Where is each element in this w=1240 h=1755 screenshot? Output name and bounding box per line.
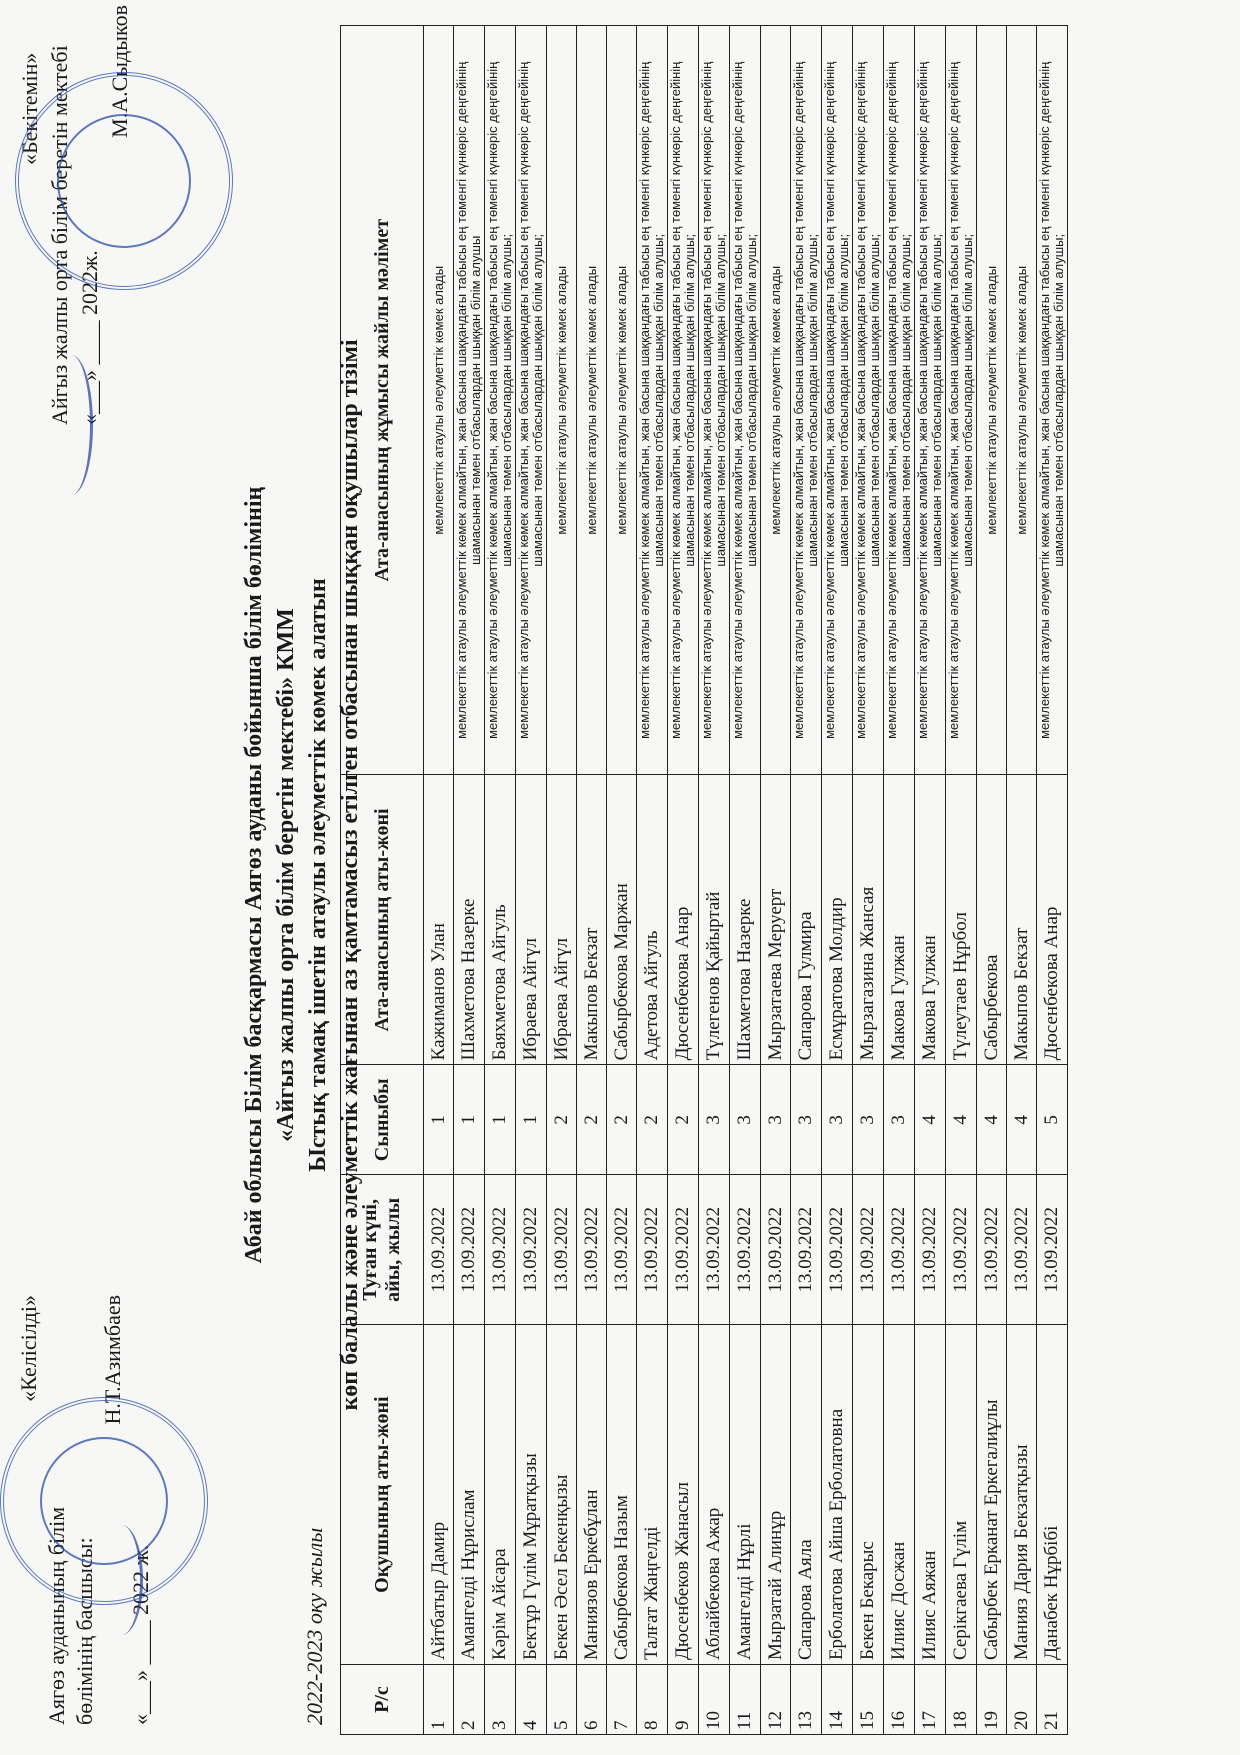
row-info: мемлекеттік атаулы әлеуметтік көмек алмайтын, жан басына шаққандағы табысы ең төменгі күнкөріс деңгейінің шамасынан төмен отбасылардан шыққан білім алушы; [516,26,547,776]
school-year: 2022-2023 оқу жылы [302,1527,327,1725]
row-info: мемлекеттік атаулы әлеуметтік көмек алмайтын, жан басына шаққандағы табысы ең төменгі күнкөріс деңгейінің шамасынан төмен отбасылардан шыққан білім алушы [454,26,485,776]
row-info: мемлекеттік атаулы әлеуметтік көмек алмайтын, жан басына шаққандағы табысы ең төменгі күнкөріс деңгейінің шамасынан төмен отбасылардан шыққан білім алушы; [791,26,822,776]
row-no: 7 [607,1665,637,1735]
row-parent: Макова Гулжан [915,775,946,1065]
row-no: 21 [1037,1665,1068,1735]
title-line3: Ыстық тамақ ішетін атаулы әлеуметтік көмек алатын [305,578,331,1172]
row-birth-date: 13.09.2022 [791,1175,822,1325]
header-parent: Ата-анасының аты-жөні [341,775,424,1065]
table-row [577,26,607,1735]
row-info: мемлекеттік атаулы әлеуметтік көмек алады [424,26,454,776]
row-student: Маниязов Еркебұлан [577,1325,607,1665]
row-birth-date: 13.09.2022 [454,1175,485,1325]
table-row [485,26,516,1735]
row-parent: Дюсенбекова Анар [1037,775,1068,1065]
row-birth-date: 13.09.2022 [730,1175,761,1325]
row-birth-date: 13.09.2022 [699,1175,730,1325]
table-row [424,26,454,1735]
head-name: Н.Т.Азимбаев [100,1295,125,1425]
row-info: мемлекеттік атаулы әлеуметтік көмек алмайтын, жан басына шаққандағы табысы ең төменгі күнкөріс деңгейінің шамасынан төмен отбасылардан шыққан білім алушы; [1037,26,1068,776]
row-birth-date: 13.09.2022 [1037,1175,1068,1325]
row-parent: Адетова Айгуль [637,775,668,1065]
row-birth-date: 13.09.2022 [977,1175,1007,1325]
row-parent: Макыпов Бекзат [577,775,607,1065]
row-no: 4 [516,1665,547,1735]
row-student: Бекен Әсел Бекенқызы [547,1325,577,1665]
row-info: мемлекеттік атаулы әлеуметтік көмек алады [547,26,577,776]
row-grade: 4 [915,1065,946,1175]
row-parent: Кажиманов Улан [424,775,454,1065]
row-grade: 5 [1037,1065,1068,1175]
agreed-date: «___» ____ 2022 ж. [128,1544,153,1725]
row-no: 18 [946,1665,977,1735]
row-info: мемлекеттік атаулы әлеуметтік көмек алмайтын, жан басына шаққандағы табысы ең төменгі күнкөріс деңгейінің шамасынан төмен отбасылардан шыққан білім алушы; [853,26,884,776]
row-info: мемлекеттік атаулы әлеуметтік көмек алмайтын, жан басына шаққандағы табысы ең төменгі күнкөріс деңгейінің шамасынан төмен отбасылардан шыққан білім алушы; [699,26,730,776]
row-info: мемлекеттік атаулы әлеуметтік көмек алады [1007,26,1037,776]
row-student: Серікгаева Гүлім [946,1325,977,1665]
row-grade: 1 [454,1065,485,1175]
title-line1: Абай облысы Білім басқармасы Аягөз ауданы бойынша білім бөлімінің [241,486,267,1264]
row-grade: 3 [761,1065,791,1175]
row-student: Талғат Жаңгелді [637,1325,668,1665]
header-student: Оқушының аты-жөні [341,1325,424,1665]
table-row [730,26,761,1735]
row-info: мемлекеттік атаулы әлеуметтік көмек алмайтын, жан басына шаққандағы табысы ең төменгі күнкөріс деңгейінің шамасынан төмен отбасылардан шыққан білім алушы; [485,26,516,776]
table-row [547,26,577,1735]
row-birth-date: 13.09.2022 [822,1175,853,1325]
table-row [884,26,915,1735]
row-no: 14 [822,1665,853,1735]
row-grade: 4 [977,1065,1007,1175]
row-grade: 3 [884,1065,915,1175]
table-row [761,26,791,1735]
row-info: мемлекеттік атаулы әлеуметтік көмек алмайтын, жан басына шаққандағы табысы ең төменгі күнкөріс деңгейінің шамасынан төмен отбасылардан шыққан білім алушы; [946,26,977,776]
row-grade: 2 [577,1065,607,1175]
row-parent: Мырзагазина Жансая [853,775,884,1065]
row-parent: Сабырбекова [977,775,1007,1065]
row-parent: Шахметова Назерке [730,775,761,1065]
row-birth-date: 13.09.2022 [915,1175,946,1325]
row-birth-date: 13.09.2022 [637,1175,668,1325]
students-table [340,25,1068,1735]
row-parent: Макыпов Бекзат [1007,775,1037,1065]
principal-date: «___» ____ 2022ж. [77,250,102,425]
table-row [699,26,730,1735]
table-row [946,26,977,1735]
row-no: 5 [547,1665,577,1735]
row-student: Данабек Нұрбібі [1037,1325,1068,1665]
row-student: Сапарова Аяла [791,1325,822,1665]
row-student: Кәрім Айсара [485,1325,516,1665]
row-no: 12 [761,1665,791,1735]
row-no: 16 [884,1665,915,1735]
row-student: Бекен Бекарыс [853,1325,884,1665]
row-grade: 2 [637,1065,668,1175]
row-birth-date: 13.09.2022 [668,1175,699,1325]
row-student: Айтбатыр Дамир [424,1325,454,1665]
row-info: мемлекеттік атаулы әлеуметтік көмек алады [577,26,607,776]
table-body [424,26,1068,1735]
row-grade: 4 [1007,1065,1037,1175]
row-birth-date: 13.09.2022 [516,1175,547,1325]
row-parent: Мырзатаева Меруерт [761,775,791,1065]
approved-label: «Бекітемін» [17,52,42,165]
table-header-row [341,26,424,1735]
row-no: 11 [730,1665,761,1735]
left-seal [15,72,233,290]
row-no: 15 [853,1665,884,1735]
row-no: 9 [668,1665,699,1735]
head-signature [100,1525,143,1635]
row-no: 6 [577,1665,607,1735]
row-grade: 3 [730,1065,761,1175]
row-student: Сабырбекова Назым [607,1325,637,1665]
row-no: 10 [699,1665,730,1735]
row-grade: 1 [516,1065,547,1175]
row-info: мемлекеттік атаулы әлеуметтік көмек алмайтын, жан басына шаққандағы табысы ең төменгі күнкөріс деңгейінің шамасынан төмен отбасылардан шыққан білім алушы; [637,26,668,776]
row-birth-date: 13.09.2022 [485,1175,516,1325]
left-seal-inner [57,114,191,248]
row-no: 1 [424,1665,454,1735]
row-parent: Сапарова Гулмира [791,775,822,1065]
agreed-line1: Аягөз ауданының білім [44,1506,69,1725]
header-info: Ата-анасының жұмысы жайлы мәлімет [341,26,424,776]
row-birth-date: 13.09.2022 [946,1175,977,1325]
row-birth-date: 13.09.2022 [607,1175,637,1325]
header-birth: Туған күні, айы, жылы [341,1175,424,1325]
row-grade: 1 [485,1065,516,1175]
row-no: 20 [1007,1665,1037,1735]
header-grade: Сыныбы [341,1065,424,1175]
row-info: мемлекеттік атаулы әлеуметтік көмек алады [977,26,1007,776]
table-row [977,26,1007,1735]
row-parent: Макова Гулжан [884,775,915,1065]
row-birth-date: 13.09.2022 [761,1175,791,1325]
table-row [668,26,699,1735]
row-info: мемлекеттік атаулы әлеуметтік көмек алады [761,26,791,776]
table-row [853,26,884,1735]
row-grade: 4 [946,1065,977,1175]
row-student: Ерболатова Айша Ерболатовна [822,1325,853,1665]
row-student: Манияз Дария Бекзатқызы [1007,1325,1037,1665]
table-row [454,26,485,1735]
table-row [822,26,853,1735]
row-birth-date: 13.09.2022 [577,1175,607,1325]
row-student: Бектұр Гүлім Мұратқызы [516,1325,547,1665]
row-birth-date: 13.09.2022 [547,1175,577,1325]
row-student: Аблайбекова Ажар [699,1325,730,1665]
row-student: Дюсенбеков Жанасыл [668,1325,699,1665]
title-line2: «Айгыз жалпы орта білім беретін мектебі» КММ [273,608,299,1142]
row-student: Амангелді Нұрлі [730,1325,761,1665]
table-row [607,26,637,1735]
title-line4: көп балалы және әлеуметтік жағынан аз қамтамасыз етілген отбасынан шыққан оқушылар тізімі [337,339,363,1411]
row-birth-date: 13.09.2022 [884,1175,915,1325]
row-grade: 1 [424,1065,454,1175]
row-parent: Сабырбекова Маржан [607,775,637,1065]
row-grade: 2 [607,1065,637,1175]
row-no: 8 [637,1665,668,1735]
row-info: мемлекеттік атаулы әлеуметтік көмек алмайтын, жан басына шаққандағы табысы ең төменгі күнкөріс деңгейінің шамасынан төмен отбасылардан шыққан білім алушы; [668,26,699,776]
principal-line: Айгыз жалпы орта білім беретін мектебі [47,45,72,425]
row-info: мемлекеттік атаулы әлеуметтік көмек алмайтын, жан басына шаққандағы табысы ең төменгі күнкөріс деңгейінің шамасынан төмен отбасылардан шыққан білім алушы; [884,26,915,776]
row-parent: Түлегенов Қайыртай [699,775,730,1065]
row-birth-date: 13.09.2022 [1007,1175,1037,1325]
principal-signature [50,355,93,495]
row-no: 13 [791,1665,822,1735]
row-student: Сабырбек Ерканат Еркегалиұлы [977,1325,1007,1665]
row-grade: 3 [853,1065,884,1175]
row-grade: 2 [547,1065,577,1175]
row-no: 3 [485,1665,516,1735]
row-parent: Ибраева Айгүл [547,775,577,1065]
row-info: мемлекеттік атаулы әлеуметтік көмек алмайтын, жан басына шаққандағы табысы ең төменгі күнкөріс деңгейінің шамасынан төмен отбасылардан шыққан білім алушы; [730,26,761,776]
agreed-line2: бөлімінің басшысы: [72,1537,97,1725]
row-info: мемлекеттік атаулы әлеуметтік көмек алады [607,26,637,776]
row-student: Мырзатай Алинұр [761,1325,791,1665]
row-parent: Баяхметова Айгуль [485,775,516,1065]
row-grade: 2 [668,1065,699,1175]
row-parent: Дюсенбекова Анар [668,775,699,1065]
row-no: 2 [454,1665,485,1735]
row-student: Илияс Аяжан [915,1325,946,1665]
row-no: 17 [915,1665,946,1735]
row-birth-date: 13.09.2022 [424,1175,454,1325]
row-info: мемлекеттік атаулы әлеуметтік көмек алмайтын, жан басына шаққандағы табысы ең төменгі күнкөріс деңгейінің шамасынан төмен отбасылардан шыққан білім алушы; [822,26,853,776]
row-birth-date: 13.09.2022 [853,1175,884,1325]
row-grade: 3 [791,1065,822,1175]
principal-name: М.А.Сыдыков [107,5,132,138]
table-row [915,26,946,1735]
row-info: мемлекеттік атаулы әлеуметтік көмек алмайтын, жан басына шаққандағы табысы ең төменгі күнкөріс деңгейінің шамасынан төмен отбасылардан шыққан білім алушы; [915,26,946,776]
row-grade: 3 [699,1065,730,1175]
table-row [637,26,668,1735]
row-parent: Ибраева Айгүл [516,775,547,1065]
row-grade: 3 [822,1065,853,1175]
table-row [516,26,547,1735]
table-row [1007,26,1037,1735]
row-no: 19 [977,1665,1007,1735]
row-student: Амангелді Нұрислам [454,1325,485,1665]
row-parent: Есмұратова Молдир [822,775,853,1065]
row-student: Илияс Досжан [884,1325,915,1665]
row-parent: Шахметова Назерке [454,775,485,1065]
header-no: Р/с [341,1665,424,1735]
table-row [1037,26,1068,1735]
agreed-label: «Келісілді» [16,1295,41,1402]
table-row [791,26,822,1735]
row-parent: Түлеутаев Нұрбол [946,775,977,1065]
